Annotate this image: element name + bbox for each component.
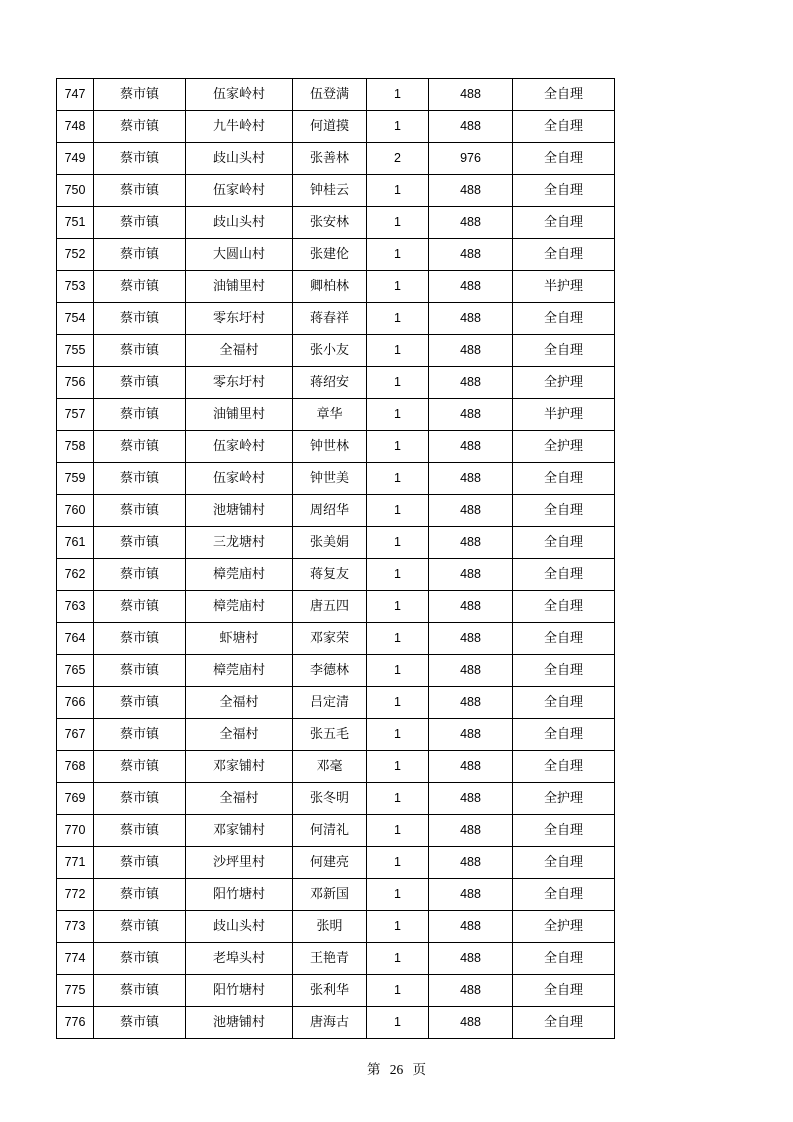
village-cell: 零东圩村 bbox=[186, 367, 293, 399]
table-row bbox=[57, 623, 615, 655]
town-cell: 蔡市镇 bbox=[94, 143, 186, 175]
village-cell: 沙坪里村 bbox=[186, 847, 293, 879]
table-row bbox=[57, 111, 615, 143]
care-level-cell: 半护理 bbox=[513, 399, 615, 431]
row-number-cell: 763 bbox=[57, 591, 94, 623]
count-cell: 1 bbox=[367, 431, 429, 463]
person-name-cell: 唐海古 bbox=[293, 1007, 367, 1039]
care-level-cell: 全自理 bbox=[513, 719, 615, 751]
row-number-cell: 758 bbox=[57, 431, 94, 463]
town-cell: 蔡市镇 bbox=[94, 783, 186, 815]
count-cell: 1 bbox=[367, 559, 429, 591]
row-number-cell: 774 bbox=[57, 943, 94, 975]
person-name-cell: 李德林 bbox=[293, 655, 367, 687]
town-cell: 蔡市镇 bbox=[94, 591, 186, 623]
table-row bbox=[57, 143, 615, 175]
row-number-cell: 760 bbox=[57, 495, 94, 527]
amount-cell: 488 bbox=[429, 463, 513, 495]
care-level-cell: 全自理 bbox=[513, 335, 615, 367]
row-number-cell: 754 bbox=[57, 303, 94, 335]
table-row bbox=[57, 303, 615, 335]
page-number: 26 bbox=[389, 1062, 404, 1077]
row-number-cell: 752 bbox=[57, 239, 94, 271]
care-level-cell: 半护理 bbox=[513, 271, 615, 303]
row-number-cell: 770 bbox=[57, 815, 94, 847]
row-number-cell: 773 bbox=[57, 911, 94, 943]
row-number-cell: 775 bbox=[57, 975, 94, 1007]
amount-cell: 488 bbox=[429, 591, 513, 623]
person-name-cell: 周绍华 bbox=[293, 495, 367, 527]
amount-cell: 488 bbox=[429, 399, 513, 431]
count-cell: 1 bbox=[367, 591, 429, 623]
village-cell: 邓家铺村 bbox=[186, 751, 293, 783]
amount-cell: 488 bbox=[429, 431, 513, 463]
amount-cell: 488 bbox=[429, 1007, 513, 1039]
village-cell: 樟莞庙村 bbox=[186, 655, 293, 687]
count-cell: 1 bbox=[367, 847, 429, 879]
count-cell: 1 bbox=[367, 655, 429, 687]
town-cell: 蔡市镇 bbox=[94, 943, 186, 975]
row-number-cell: 749 bbox=[57, 143, 94, 175]
table-row bbox=[57, 495, 615, 527]
village-cell: 全福村 bbox=[186, 719, 293, 751]
table-row bbox=[57, 207, 615, 239]
footer-suffix: 页 bbox=[412, 1062, 427, 1078]
count-cell: 1 bbox=[367, 751, 429, 783]
amount-cell: 976 bbox=[429, 143, 513, 175]
care-level-cell: 全自理 bbox=[513, 655, 615, 687]
town-cell: 蔡市镇 bbox=[94, 431, 186, 463]
table-row bbox=[57, 783, 615, 815]
person-name-cell: 章华 bbox=[293, 399, 367, 431]
count-cell: 1 bbox=[367, 79, 429, 111]
count-cell: 1 bbox=[367, 783, 429, 815]
town-cell: 蔡市镇 bbox=[94, 175, 186, 207]
amount-cell: 488 bbox=[429, 655, 513, 687]
town-cell: 蔡市镇 bbox=[94, 495, 186, 527]
person-name-cell: 张五毛 bbox=[293, 719, 367, 751]
table-row bbox=[57, 79, 615, 111]
count-cell: 1 bbox=[367, 463, 429, 495]
person-name-cell: 张小友 bbox=[293, 335, 367, 367]
person-name-cell: 张冬明 bbox=[293, 783, 367, 815]
care-level-cell: 全自理 bbox=[513, 527, 615, 559]
person-name-cell: 蒋春祥 bbox=[293, 303, 367, 335]
person-name-cell: 张美娟 bbox=[293, 527, 367, 559]
town-cell: 蔡市镇 bbox=[94, 239, 186, 271]
table-body bbox=[57, 79, 615, 1039]
village-cell: 樟莞庙村 bbox=[186, 559, 293, 591]
count-cell: 1 bbox=[367, 111, 429, 143]
care-level-cell: 全自理 bbox=[513, 175, 615, 207]
amount-cell: 488 bbox=[429, 367, 513, 399]
table-row bbox=[57, 559, 615, 591]
town-cell: 蔡市镇 bbox=[94, 303, 186, 335]
table-row bbox=[57, 271, 615, 303]
row-number-cell: 767 bbox=[57, 719, 94, 751]
row-number-cell: 771 bbox=[57, 847, 94, 879]
village-cell: 邓家铺村 bbox=[186, 815, 293, 847]
count-cell: 1 bbox=[367, 175, 429, 207]
row-number-cell: 768 bbox=[57, 751, 94, 783]
person-name-cell: 钟世美 bbox=[293, 463, 367, 495]
village-cell: 伍家岭村 bbox=[186, 79, 293, 111]
amount-cell: 488 bbox=[429, 271, 513, 303]
person-name-cell: 伍登满 bbox=[293, 79, 367, 111]
amount-cell: 488 bbox=[429, 175, 513, 207]
town-cell: 蔡市镇 bbox=[94, 335, 186, 367]
town-cell: 蔡市镇 bbox=[94, 79, 186, 111]
town-cell: 蔡市镇 bbox=[94, 847, 186, 879]
amount-cell: 488 bbox=[429, 207, 513, 239]
town-cell: 蔡市镇 bbox=[94, 527, 186, 559]
care-level-cell: 全自理 bbox=[513, 879, 615, 911]
town-cell: 蔡市镇 bbox=[94, 751, 186, 783]
count-cell: 1 bbox=[367, 975, 429, 1007]
person-name-cell: 张安林 bbox=[293, 207, 367, 239]
care-level-cell: 全自理 bbox=[513, 559, 615, 591]
person-name-cell: 卿柏林 bbox=[293, 271, 367, 303]
town-cell: 蔡市镇 bbox=[94, 975, 186, 1007]
person-name-cell: 邓新国 bbox=[293, 879, 367, 911]
village-cell: 池塘铺村 bbox=[186, 495, 293, 527]
village-cell: 九牛岭村 bbox=[186, 111, 293, 143]
row-number-cell: 750 bbox=[57, 175, 94, 207]
count-cell: 1 bbox=[367, 303, 429, 335]
village-cell: 三龙塘村 bbox=[186, 527, 293, 559]
care-level-cell: 全自理 bbox=[513, 143, 615, 175]
table-row bbox=[57, 751, 615, 783]
town-cell: 蔡市镇 bbox=[94, 111, 186, 143]
village-cell: 阳竹塘村 bbox=[186, 879, 293, 911]
village-cell: 伍家岭村 bbox=[186, 175, 293, 207]
table-row bbox=[57, 655, 615, 687]
row-number-cell: 765 bbox=[57, 655, 94, 687]
care-level-cell: 全自理 bbox=[513, 847, 615, 879]
village-cell: 伍家岭村 bbox=[186, 463, 293, 495]
care-level-cell: 全自理 bbox=[513, 591, 615, 623]
count-cell: 1 bbox=[367, 815, 429, 847]
count-cell: 1 bbox=[367, 623, 429, 655]
amount-cell: 488 bbox=[429, 79, 513, 111]
care-level-cell: 全自理 bbox=[513, 751, 615, 783]
page-footer bbox=[0, 1058, 793, 1078]
row-number-cell: 762 bbox=[57, 559, 94, 591]
amount-cell: 488 bbox=[429, 303, 513, 335]
care-level-cell: 全自理 bbox=[513, 687, 615, 719]
village-cell: 池塘铺村 bbox=[186, 1007, 293, 1039]
person-name-cell: 钟桂云 bbox=[293, 175, 367, 207]
amount-cell: 488 bbox=[429, 335, 513, 367]
table-row bbox=[57, 591, 615, 623]
person-name-cell: 唐五四 bbox=[293, 591, 367, 623]
town-cell: 蔡市镇 bbox=[94, 911, 186, 943]
person-name-cell: 蒋绍安 bbox=[293, 367, 367, 399]
town-cell: 蔡市镇 bbox=[94, 655, 186, 687]
amount-cell: 488 bbox=[429, 719, 513, 751]
table-row bbox=[57, 879, 615, 911]
care-level-cell: 全自理 bbox=[513, 79, 615, 111]
person-name-cell: 张明 bbox=[293, 911, 367, 943]
row-number-cell: 753 bbox=[57, 271, 94, 303]
table-row bbox=[57, 815, 615, 847]
town-cell: 蔡市镇 bbox=[94, 207, 186, 239]
care-level-cell: 全自理 bbox=[513, 303, 615, 335]
amount-cell: 488 bbox=[429, 559, 513, 591]
count-cell: 1 bbox=[367, 271, 429, 303]
table-row bbox=[57, 367, 615, 399]
person-name-cell: 张善林 bbox=[293, 143, 367, 175]
amount-cell: 488 bbox=[429, 111, 513, 143]
village-cell: 歧山头村 bbox=[186, 143, 293, 175]
care-level-cell: 全自理 bbox=[513, 207, 615, 239]
care-level-cell: 全自理 bbox=[513, 943, 615, 975]
row-number-cell: 756 bbox=[57, 367, 94, 399]
care-level-cell: 全护理 bbox=[513, 911, 615, 943]
care-level-cell: 全自理 bbox=[513, 1007, 615, 1039]
count-cell: 1 bbox=[367, 1007, 429, 1039]
amount-cell: 488 bbox=[429, 975, 513, 1007]
person-name-cell: 王艳青 bbox=[293, 943, 367, 975]
care-level-cell: 全自理 bbox=[513, 495, 615, 527]
person-name-cell: 张利华 bbox=[293, 975, 367, 1007]
care-level-cell: 全自理 bbox=[513, 111, 615, 143]
person-name-cell: 何清礼 bbox=[293, 815, 367, 847]
count-cell: 1 bbox=[367, 495, 429, 527]
village-cell: 伍家岭村 bbox=[186, 431, 293, 463]
care-level-cell: 全自理 bbox=[513, 239, 615, 271]
table-row bbox=[57, 463, 615, 495]
table-row bbox=[57, 399, 615, 431]
amount-cell: 488 bbox=[429, 847, 513, 879]
count-cell: 1 bbox=[367, 943, 429, 975]
town-cell: 蔡市镇 bbox=[94, 463, 186, 495]
care-level-cell: 全自理 bbox=[513, 623, 615, 655]
amount-cell: 488 bbox=[429, 943, 513, 975]
row-number-cell: 757 bbox=[57, 399, 94, 431]
village-cell: 零东圩村 bbox=[186, 303, 293, 335]
row-number-cell: 755 bbox=[57, 335, 94, 367]
village-cell: 阳竹塘村 bbox=[186, 975, 293, 1007]
person-name-cell: 邓毫 bbox=[293, 751, 367, 783]
village-cell: 油铺里村 bbox=[186, 271, 293, 303]
table-row bbox=[57, 687, 615, 719]
row-number-cell: 761 bbox=[57, 527, 94, 559]
amount-cell: 488 bbox=[429, 239, 513, 271]
care-level-cell: 全护理 bbox=[513, 783, 615, 815]
town-cell: 蔡市镇 bbox=[94, 1007, 186, 1039]
table-row bbox=[57, 975, 615, 1007]
village-cell: 老埠头村 bbox=[186, 943, 293, 975]
row-number-cell: 772 bbox=[57, 879, 94, 911]
count-cell: 1 bbox=[367, 527, 429, 559]
count-cell: 1 bbox=[367, 239, 429, 271]
table-row bbox=[57, 239, 615, 271]
care-level-cell: 全自理 bbox=[513, 463, 615, 495]
amount-cell: 488 bbox=[429, 783, 513, 815]
row-number-cell: 764 bbox=[57, 623, 94, 655]
town-cell: 蔡市镇 bbox=[94, 271, 186, 303]
row-number-cell: 766 bbox=[57, 687, 94, 719]
person-name-cell: 蒋复友 bbox=[293, 559, 367, 591]
row-number-cell: 748 bbox=[57, 111, 94, 143]
table-row bbox=[57, 943, 615, 975]
amount-cell: 488 bbox=[429, 495, 513, 527]
village-cell: 全福村 bbox=[186, 687, 293, 719]
row-number-cell: 769 bbox=[57, 783, 94, 815]
town-cell: 蔡市镇 bbox=[94, 687, 186, 719]
person-name-cell: 何建亮 bbox=[293, 847, 367, 879]
amount-cell: 488 bbox=[429, 815, 513, 847]
count-cell: 1 bbox=[367, 687, 429, 719]
table-row bbox=[57, 527, 615, 559]
town-cell: 蔡市镇 bbox=[94, 879, 186, 911]
village-cell: 歧山头村 bbox=[186, 207, 293, 239]
count-cell: 2 bbox=[367, 143, 429, 175]
count-cell: 1 bbox=[367, 879, 429, 911]
care-level-cell: 全护理 bbox=[513, 367, 615, 399]
count-cell: 1 bbox=[367, 911, 429, 943]
village-cell: 大圆山村 bbox=[186, 239, 293, 271]
amount-cell: 488 bbox=[429, 623, 513, 655]
table-row bbox=[57, 847, 615, 879]
table-row bbox=[57, 719, 615, 751]
care-level-cell: 全护理 bbox=[513, 431, 615, 463]
footer-prefix: 第 bbox=[366, 1062, 381, 1078]
person-name-cell: 何道摸 bbox=[293, 111, 367, 143]
amount-cell: 488 bbox=[429, 879, 513, 911]
row-number-cell: 747 bbox=[57, 79, 94, 111]
table-row bbox=[57, 335, 615, 367]
town-cell: 蔡市镇 bbox=[94, 367, 186, 399]
amount-cell: 488 bbox=[429, 527, 513, 559]
person-name-cell: 张建伦 bbox=[293, 239, 367, 271]
village-cell: 虾塘村 bbox=[186, 623, 293, 655]
town-cell: 蔡市镇 bbox=[94, 623, 186, 655]
table-row bbox=[57, 175, 615, 207]
amount-cell: 488 bbox=[429, 911, 513, 943]
amount-cell: 488 bbox=[429, 687, 513, 719]
village-cell: 全福村 bbox=[186, 783, 293, 815]
count-cell: 1 bbox=[367, 207, 429, 239]
town-cell: 蔡市镇 bbox=[94, 719, 186, 751]
row-number-cell: 776 bbox=[57, 1007, 94, 1039]
town-cell: 蔡市镇 bbox=[94, 815, 186, 847]
amount-cell: 488 bbox=[429, 751, 513, 783]
count-cell: 1 bbox=[367, 719, 429, 751]
table-row bbox=[57, 431, 615, 463]
allowance-table bbox=[56, 78, 615, 1039]
care-level-cell: 全自理 bbox=[513, 815, 615, 847]
table-row bbox=[57, 911, 615, 943]
town-cell: 蔡市镇 bbox=[94, 559, 186, 591]
person-name-cell: 邓家荣 bbox=[293, 623, 367, 655]
count-cell: 1 bbox=[367, 335, 429, 367]
person-name-cell: 钟世林 bbox=[293, 431, 367, 463]
village-cell: 油铺里村 bbox=[186, 399, 293, 431]
town-cell: 蔡市镇 bbox=[94, 399, 186, 431]
count-cell: 1 bbox=[367, 399, 429, 431]
village-cell: 樟莞庙村 bbox=[186, 591, 293, 623]
person-name-cell: 吕定清 bbox=[293, 687, 367, 719]
count-cell: 1 bbox=[367, 367, 429, 399]
village-cell: 歧山头村 bbox=[186, 911, 293, 943]
table-row bbox=[57, 1007, 615, 1039]
village-cell: 全福村 bbox=[186, 335, 293, 367]
care-level-cell: 全自理 bbox=[513, 975, 615, 1007]
row-number-cell: 751 bbox=[57, 207, 94, 239]
row-number-cell: 759 bbox=[57, 463, 94, 495]
